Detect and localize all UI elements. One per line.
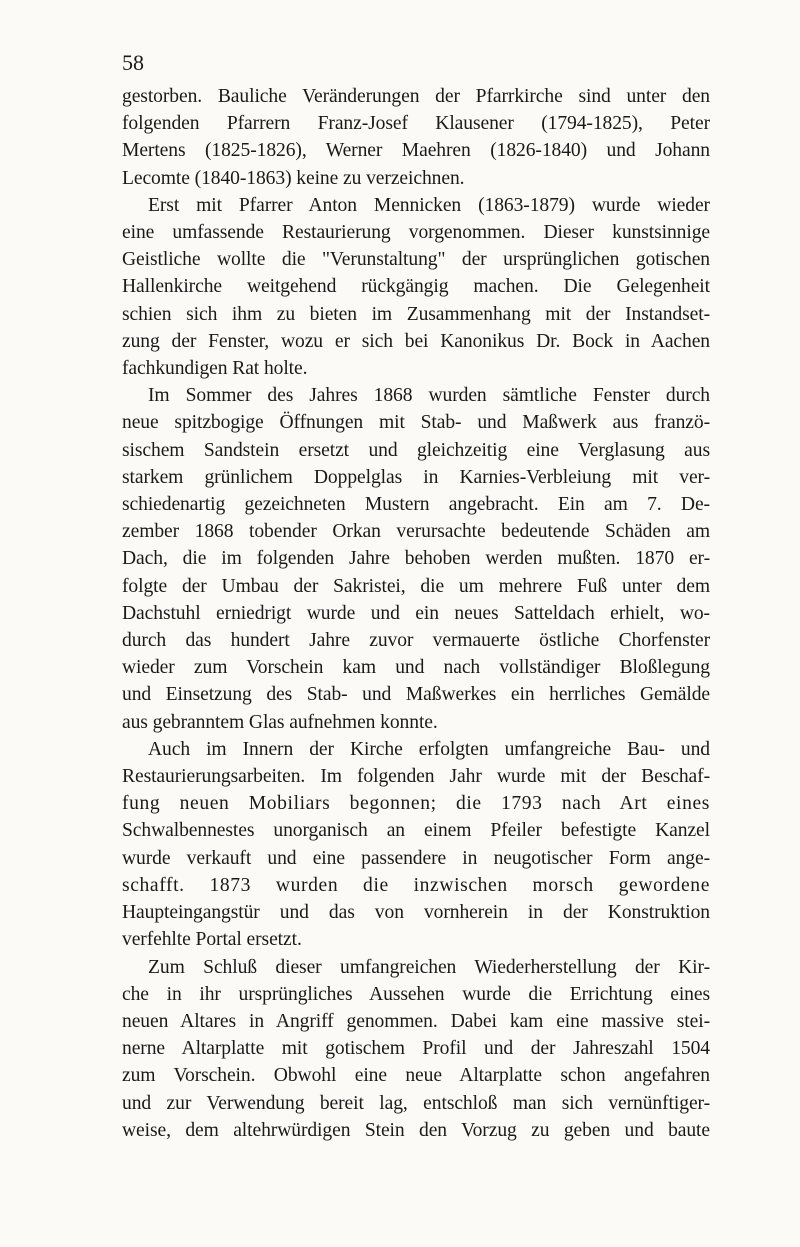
- paragraph-1: [122, 83, 710, 192]
- text-line: Lecomte (1840-1863) keine zu verzeichnen.: [122, 167, 465, 189]
- text-line: schafft. 1873 wurden die inzwischen morsch gewordene: [122, 874, 710, 896]
- page-number: 58: [122, 50, 144, 75]
- paragraph-4: [122, 736, 710, 954]
- text-line: zum Vorschein. Obwohl eine neue Altarplatte schon angefahren: [122, 1065, 710, 1087]
- text-line: eine umfassende Restaurierung vorgenommen. Dieser kunstsinnige: [122, 222, 710, 244]
- text-line: folgenden Pfarrern Franz-Josef Klausener (1794-1825), Peter: [122, 113, 710, 135]
- text-line: zember 1868 tobender Orkan verursachte bedeutende Schäden am: [122, 521, 710, 543]
- text-line: Zum Schluß dieser umfangreichen Wiederherstellung der Kir-: [148, 956, 710, 978]
- text-line: Dachstuhl erniedrigt wurde und ein neues Satteldach erhielt, wo-: [122, 602, 710, 624]
- text-line: neue spitzbogige Öffnungen mit Stab- und Maßwerk aus franzö-: [122, 412, 710, 434]
- text-line: schien sich ihm zu bieten im Zusammenhang mit der Instandset-: [122, 303, 710, 325]
- text-line: Dach, die im folgenden Jahre behoben werden mußten. 1870 er-: [122, 548, 710, 570]
- text-line: und zur Verwendung bereit lag, entschloß man sich vernünftiger-: [122, 1092, 710, 1114]
- text-line: weise, dem altehrwürdigen Stein den Vorzug zu geben und baute: [122, 1119, 710, 1141]
- text-line: Restaurierungsarbeiten. Im folgenden Jahr wurde mit der Beschaf-: [122, 766, 710, 788]
- text-line: Haupteingangstür und das von vornherein in der Konstruktion: [122, 902, 710, 924]
- paragraph-3: [122, 382, 710, 736]
- text-line: folgte der Umbau der Sakristei, die um mehrere Fuß unter dem: [122, 575, 710, 597]
- text-line: und Einsetzung des Stab- und Maßwerkes ein herrliches Gemälde: [122, 684, 710, 706]
- text-line: starkem grünlichem Doppelglas in Karnies-Verbleiung mit ver-: [122, 466, 710, 488]
- text-line: fachkundigen Rat holte.: [122, 358, 308, 380]
- text-line: Schwalbennestes unorganisch an einem Pfeiler befestigte Kanzel: [122, 820, 710, 842]
- paragraph-2: [122, 192, 710, 382]
- text-line: Mertens (1825-1826), Werner Maehren (1826-1840) und Johann: [122, 140, 710, 162]
- text-line: aus gebranntem Glas aufnehmen konnte.: [122, 711, 438, 733]
- text-line: schiedenartig gezeichneten Mustern angebracht. Ein am 7. De-: [122, 494, 710, 516]
- text-line: Im Sommer des Jahres 1868 wurden sämtliche Fenster durch: [148, 385, 710, 407]
- text-line: neuen Altares in Angriff genommen. Dabei kam eine massive stei-: [122, 1010, 710, 1032]
- text-line: wurde verkauft und eine passendere in neugotischer Form ange-: [122, 847, 710, 869]
- text-line: gestorben. Bauliche Veränderungen der Pfarrkirche sind unter den: [122, 86, 710, 107]
- paragraph-5: [122, 954, 710, 1144]
- text-line: zung der Fenster, wozu er sich bei Kanonikus Dr. Bock in Aachen: [122, 330, 710, 352]
- text-line: verfehlte Portal ersetzt.: [122, 929, 302, 951]
- text-line: fung neuen Mobiliars begonnen; die 1793 nach Art eines: [122, 793, 710, 815]
- text-line: sischem Sandstein ersetzt und gleichzeitig eine Verglasung aus: [122, 439, 710, 461]
- text-line: Geistliche wollte die "Verunstaltung" der ursprünglichen gotischen: [122, 249, 710, 271]
- text-line: Hallenkirche weitgehend rückgängig machen. Die Gelegenheit: [122, 276, 710, 298]
- text-line: durch das hundert Jahre zuvor vermauerte östliche Chorfenster: [122, 630, 710, 652]
- text-line: che in ihr ursprüngliches Aussehen wurde die Errichtung eines: [122, 983, 710, 1005]
- body-text: [122, 83, 710, 1144]
- text-line: Auch im Innern der Kirche erfolgten umfangreiche Bau- und: [148, 738, 710, 760]
- text-line: wieder zum Vorschein kam und nach vollständiger Bloßlegung: [122, 657, 710, 679]
- text-line: nerne Altarplatte mit gotischem Profil und der Jahreszahl 1504: [122, 1038, 710, 1060]
- text-line: Erst mit Pfarrer Anton Mennicken (1863-1879) wurde wieder: [148, 194, 710, 216]
